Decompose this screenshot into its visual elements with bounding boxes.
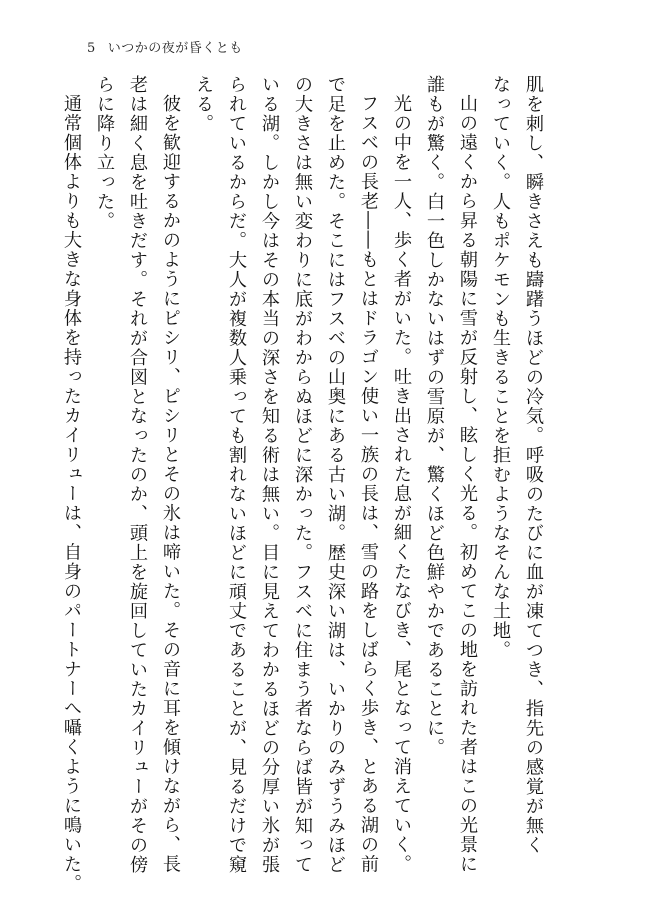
text-column: なっていく。人もポケモンも生きることを拒むようなそんな土地。 bbox=[490, 75, 511, 660]
text-column: の大きさは無い変わりに底がわからぬほどに深かった。フスベに住まう者ならば皆が知って bbox=[292, 75, 313, 875]
vertical-body-text bbox=[55, 75, 550, 894]
running-header bbox=[87, 37, 243, 56]
text-column: で足を止めた。そこにはフスベの山奥にある古い湖。歴史深い湖は、いかりのみずうみほど bbox=[325, 75, 346, 875]
text-column: える。 bbox=[193, 75, 214, 134]
text-column: られているからだ。大人が複数人乗っても割れないほどに頑丈であることが、見るだけで窺 bbox=[226, 75, 247, 875]
text-column: いる湖。しかし今はその本当の深さを知る術は無い。目に見えてわかるほどの分厚い氷が張 bbox=[259, 75, 280, 875]
text-column: 通常個体よりも大きな身体を持ったカイリューは、自身のパートナーへ囁くように鳴いた。 bbox=[61, 94, 82, 894]
running-title: いつかの夜が昏くとも bbox=[107, 41, 243, 56]
text-column: 光の中を一人、歩く者がいた。吐き出された息が細くたなびき、尾となって消えていく。 bbox=[391, 94, 412, 874]
text-column: 山の遠くから昇る朝陽に雪が反射し、眩しく光る。初めてこの地を訪れた者はこの光景に bbox=[457, 94, 478, 874]
text-column: 老は細く息を吐きだす。それが合図となったのか、頭上を旋回していたカイリューがその傍 bbox=[127, 75, 148, 875]
text-column: 彼を歓迎するかのようにピシリ、ピシリとその氷は啼いた。その音に耳を傾けながら、長 bbox=[160, 94, 181, 874]
text-column: らに降り立った。 bbox=[94, 75, 115, 231]
page-number: 5 bbox=[87, 41, 96, 56]
text-column: 誰もが驚く。白一色しかないはずの雪原が、驚くほど色鮮やかであることに。 bbox=[424, 75, 445, 758]
text-column: 肌を刺し、瞬きさえも躊躇うほどの冷気。呼吸のたびに血が凍てつき、指先の感覚が無く bbox=[523, 75, 544, 855]
text-column: フスベの長老――もとはドラゴン使い一族の長は、雪の路をしばらく歩き、とある湖の前 bbox=[358, 94, 379, 874]
